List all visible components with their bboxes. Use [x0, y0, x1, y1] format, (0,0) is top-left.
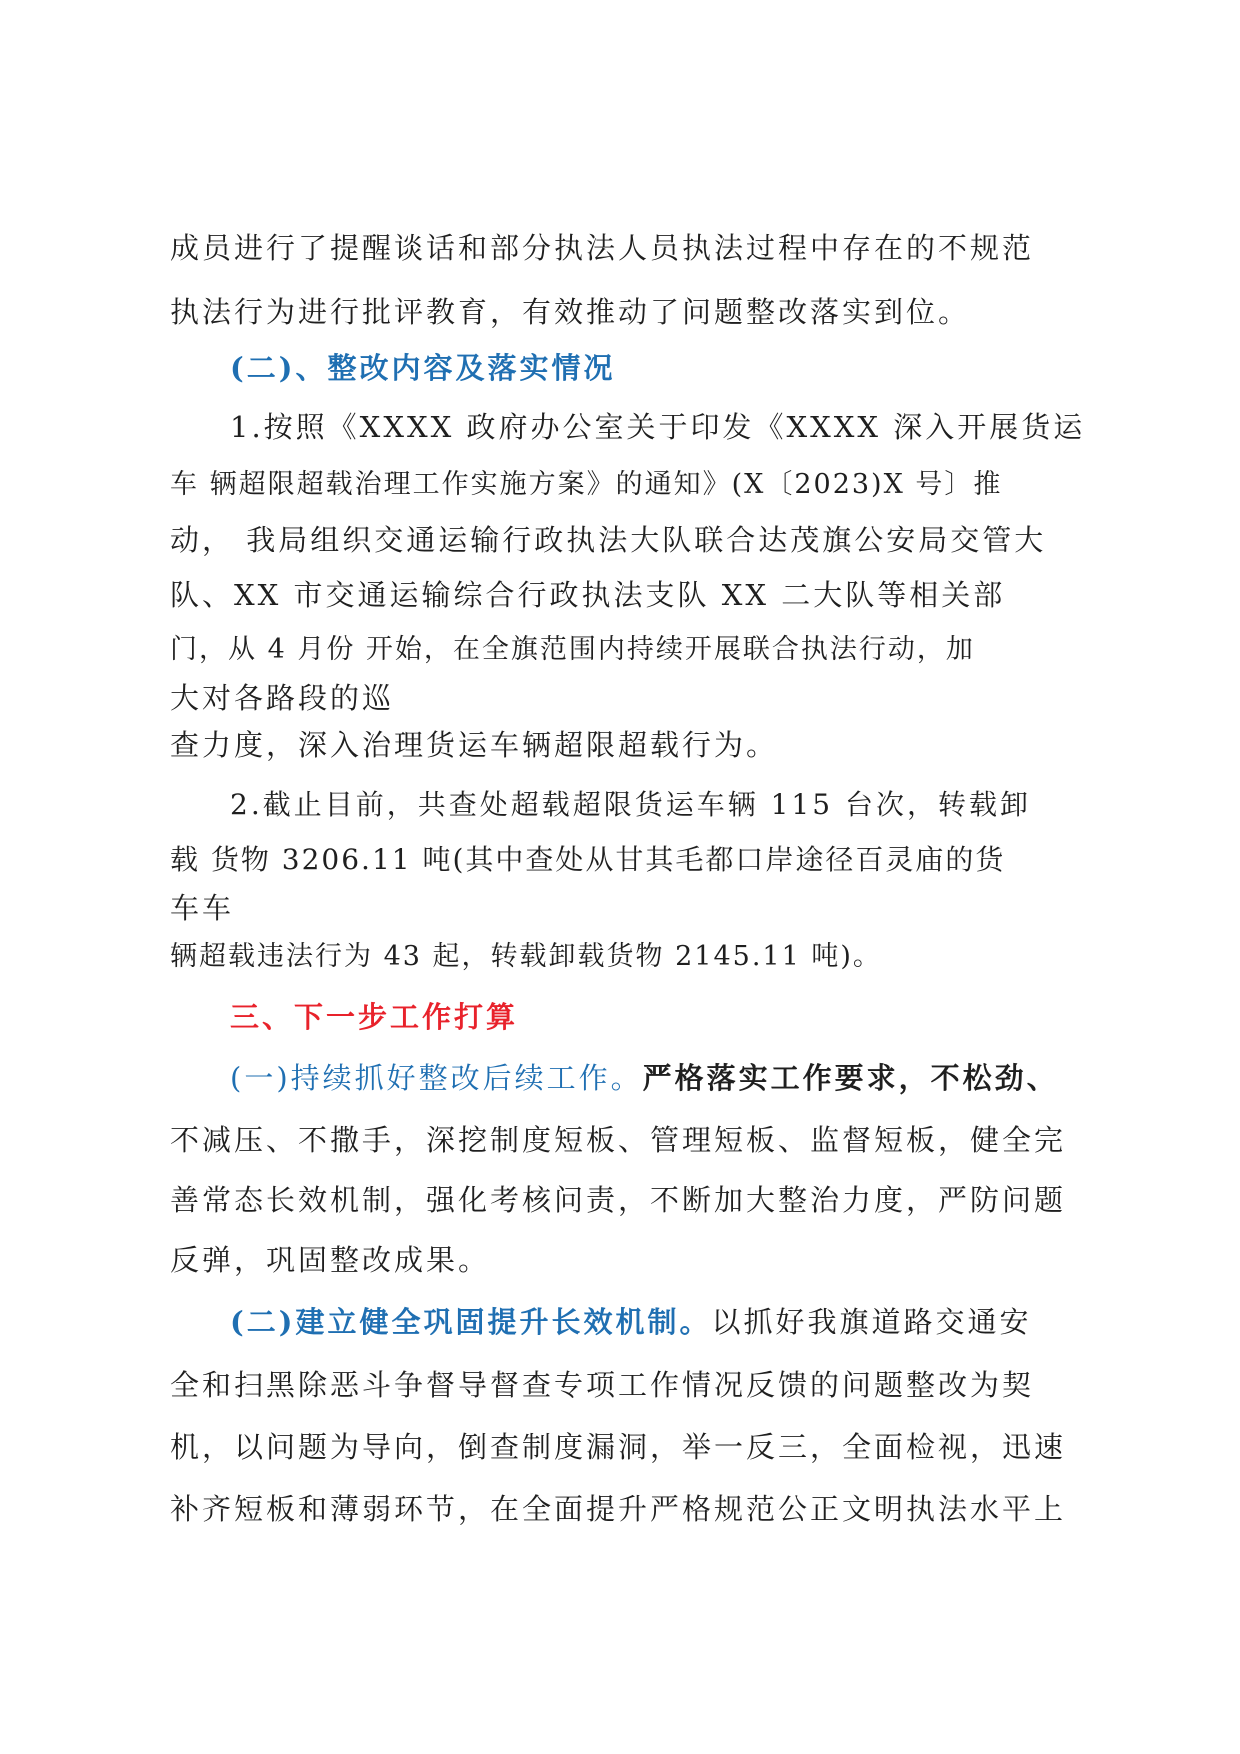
paragraph-line	[230, 1058, 1059, 1098]
section-heading: 三、下一步工作打算	[230, 1000, 519, 1034]
paragraph-line: 2.截止目前，共查处超载超限货运车辆 115 台次，转载卸	[230, 788, 1031, 821]
paragraph-line: 车 辆超限超载治理工作实施方案》的通知》(X〔2023)X 号〕推	[170, 469, 1003, 500]
section-heading: (二)、整改内容及落实情况	[230, 351, 616, 385]
paragraph-line: 1.按照《XXXX 政府办公室关于印发《XXXX 深入开展货运	[230, 410, 1086, 444]
paragraph-line: 补齐短板和薄弱环节，在全面提升严格规范公正文明执法水平上	[170, 1492, 1067, 1526]
paragraph-text: 以抓好我旗道路交通安	[711, 1305, 1032, 1339]
paragraph-line: 车车	[170, 891, 235, 925]
paragraph-line: 执法行为进行批评教育，有效推动了问题整改落实到位。	[170, 295, 971, 329]
paragraph-line: 善常态长效机制，强化考核问责，不断加大整治力度，严防问题	[170, 1183, 1067, 1217]
paragraph-line: 载 货物 3206.11 吨(其中查处从甘其毛都口岸途径百灵庙的货	[170, 843, 1006, 876]
subsection-heading: (二)建立健全巩固提升长效机制。	[230, 1305, 712, 1339]
paragraph-line: 全和扫黑除恶斗争督导督查专项工作情况反馈的问题整改为契	[170, 1368, 1035, 1402]
paragraph-text: 严格落实工作要求，不松劲、	[642, 1061, 1059, 1095]
paragraph-line: 机，以问题为导向，倒查制度漏洞，举一反三，全面检视，迅速	[170, 1430, 1067, 1464]
paragraph-line	[230, 1302, 1031, 1342]
paragraph-line: 队、XX 市交通运输综合行政执法支队 XX 二大队等相关部	[170, 578, 1006, 612]
paragraph-line: 大对各路段的巡	[170, 681, 395, 715]
paragraph-line: 成员进行了提醒谈话和部分执法人员执法过程中存在的不规范	[170, 231, 1035, 265]
paragraph-line: 查力度，深入治理货运车辆超限超载行为。	[170, 728, 779, 762]
paragraph-line: 不减压、不撒手，深挖制度短板、管理短板、监督短板，健全完	[170, 1123, 1067, 1157]
subsection-heading: (一)持续抓好整改后续工作。	[230, 1061, 643, 1095]
paragraph-line: 反弹，巩固整改成果。	[170, 1243, 491, 1277]
paragraph-line: 门，从 4 月份 开始，在全旗范围内持续开展联合执法行动，加	[170, 634, 975, 665]
paragraph-line: 辆超载违法行为 43 起，转载卸载货物 2145.11 吨)。	[170, 941, 882, 972]
paragraph-line: 动， 我局组织交通运输行政执法大队联合达茂旗公安局交管大	[170, 523, 1047, 557]
